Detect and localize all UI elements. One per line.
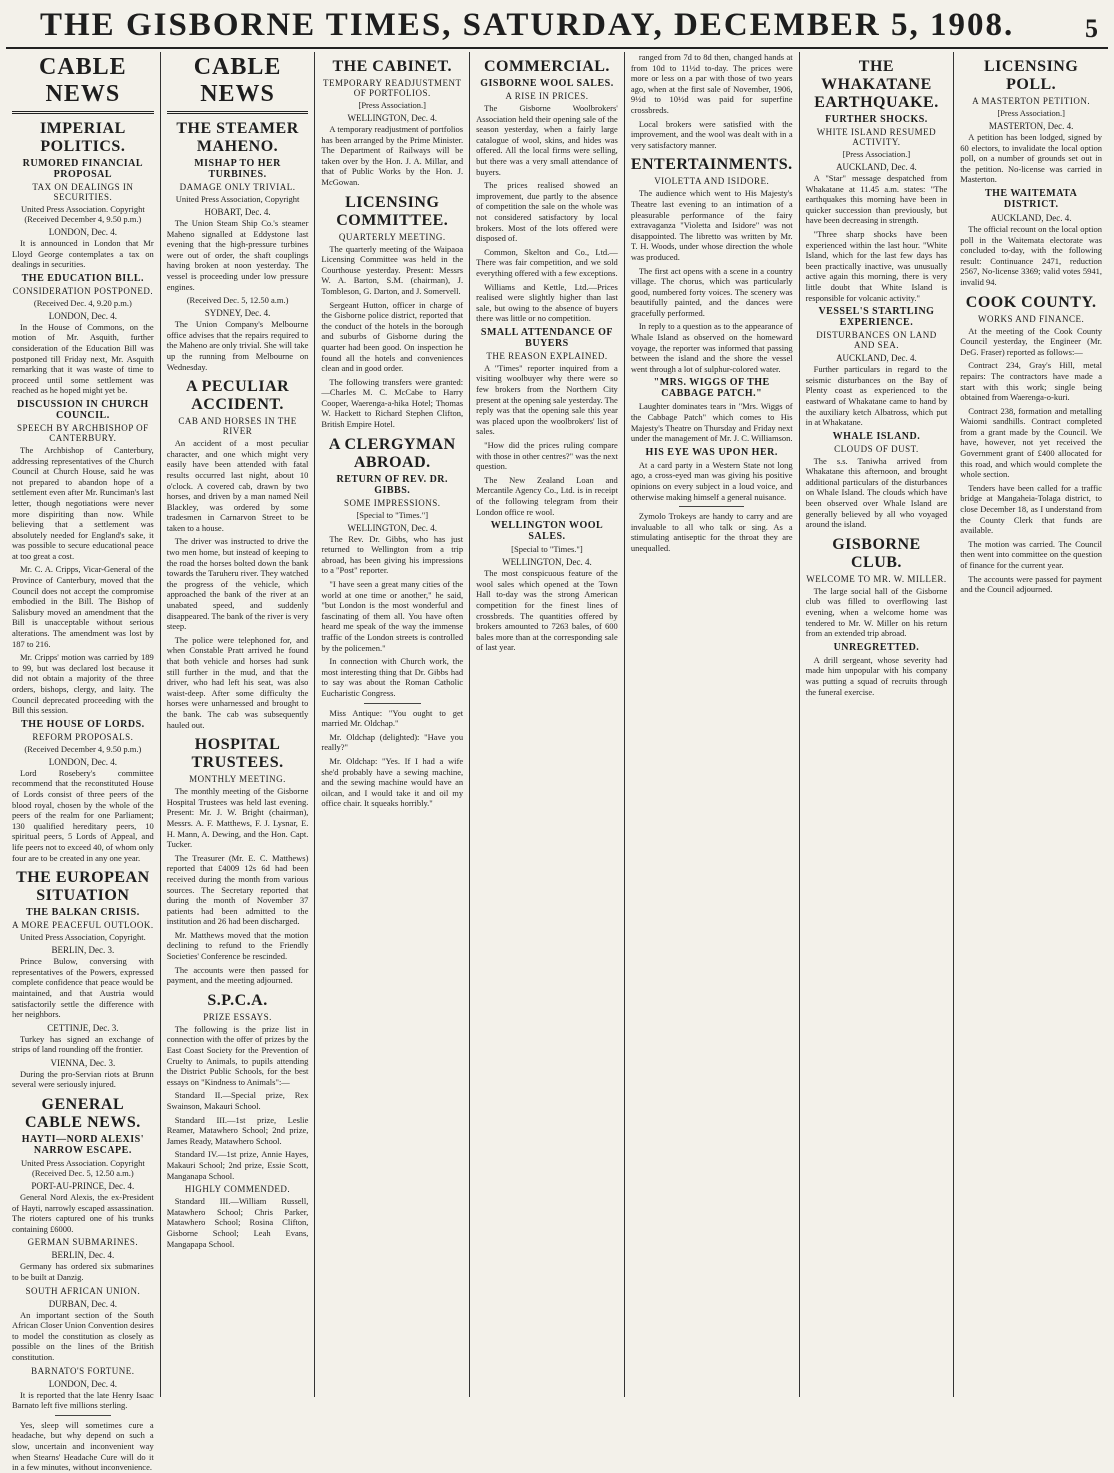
subheading: SOUTH AFRICAN UNION. [25, 1285, 141, 1296]
subheading: HAYTI—NORD ALEXIS' NARROW ESCAPE. [21, 1134, 144, 1157]
wire-credit: United Press Association, Copyright [175, 194, 300, 204]
paragraph: The first act opens with a scene in a country village. The chorus, which was particularly good, numbered forty voices. The scenery was beautifully painted, and the dances were gracefully performed. [630, 265, 793, 318]
paragraph: Prince Bulow, conversing with representatives of the Powers, expressed complete confidence that peace would be maintained, and that Austria would satisfactorily settle the difference with her neighbors. [12, 956, 154, 1020]
dateline: AUCKLAND, Dec. 4. [990, 212, 1072, 223]
paragraph: The following transfers were granted:—Charles M. C. McCabe to Harry Cooper, Waerenga-a-hika Hotel; Thomas W. Hackett to Richard Stephen Clifton, British Empire Hotel. [321, 376, 464, 430]
subheading: RETURN OF REV. DR. GIBBS. [336, 473, 449, 496]
subheading: DISTURBANCES ON LAND AND SEA. [816, 330, 937, 351]
paragraph: The Treasurer (Mr. E. C. Matthews) reported that £4009 12s 6d had been received during the month from various sources. The Secretary reported that during the month of November 37 patients had been admitted to the institution and 26 had been discharged. [166, 852, 309, 927]
paragraph: Tenders have been called for a traffic bridge at Mangaheia-Tolaga district, to close December 18, as I understand from the County Clerk that funds are available. [960, 482, 1102, 536]
columns [6, 52, 1108, 1473]
paragraph: The Union Steam Ship Co.'s steamer Maheno signalled at Eddystone last evening that the high-pressure turbines were out of order, the shaft couplings having broken at noon yesterday. The vessel is proceeding under low pressure engines. [166, 218, 309, 292]
paragraph: The driver was instructed to drive the two men home, but instead of keeping to the road the horses bolted down the bank towards the Taruheru river. They watched the progress of the vehicle, which approached the bank of the river at an unabated speed, and suddenly disappeared. The bank of the river is very steep. [166, 536, 309, 632]
paragraph: The official recount on the local option poll in the Waitemata electorate was concluded to-day, with the following result: Continuance 2471, reduction 2567, No-license 3369; valid votes 5941, invalid 94. [960, 223, 1102, 287]
subheading: WHALE ISLAND. [832, 430, 921, 442]
cable-news-banner: CABLE NEWS [12, 54, 154, 114]
paragraph: Mr. Cripps' motion was carried by 189 to 99, but was declared lost because it did not obtain a majority of the three orders, bishops, clergy, and laity. The Council deprecated proceeding with the Bill this session. [12, 652, 154, 716]
subheading: THE REASON EXPLAINED. [486, 350, 608, 361]
received-note: (Received Dec. 4, 9.20 p.m.) [33, 297, 132, 308]
subheading: TAX ON DEALINGS IN SECURITIES. [32, 182, 134, 202]
subheading: TEMPORARY READJUSTMENT OF PORTFOLIOS. [323, 78, 462, 98]
subheading: A RISE IN PRICES. [505, 91, 589, 101]
subheading: DAMAGE ONLY TRIVIAL. [179, 182, 296, 192]
divider [55, 1415, 112, 1416]
paragraph: Contract 238, formation and metalling Waiomi sandhills. Contract completed from a grant made by the Council. We have, however, not yet received the Government grant of £400 allocated for this road, and which would complete the whole section. [960, 405, 1102, 480]
wire-credit: [Special to "Times."] [356, 509, 429, 520]
advertisement-paragraph: Zymolo Trokeys are handy to carry and are invaluable to all who talk or sing. As a stimulating antiseptic for the throat they are unequalled. [630, 511, 793, 553]
paragraph: The accounts were then passed for payment, and the meeting adjourned. [166, 964, 309, 986]
column-4 [470, 52, 625, 1397]
divider [679, 506, 744, 507]
received-note: (Received December 4, 9.50 p.m.) [24, 743, 142, 754]
paragraph: At the meeting of the Cook County Council yesterday, the Engineer (Mr. DeG. Fraser) reported as follows:— [960, 325, 1102, 357]
headline: ENTERTAINMENTS. [630, 156, 793, 174]
paragraph: The accounts were passed for payment and the Council adjourned. [960, 573, 1102, 595]
subheading: A MORE PEACEFUL OUTLOOK. [12, 920, 154, 931]
paragraph: The quarterly meeting of the Waipaoa Licensing Committee was held in the Courthouse yesterday. Present: Messrs W. A. Barton, S.M. (chairman), J. Tombleson, G. Darton, and J. Somervell. [321, 243, 464, 296]
paragraph: The following is the prize list in connection with the offer of prizes by the East Coast Society for the Prevention of Cruelty to Animals, to pupils attending the District Public Schools, for the best essays on "Kindness to Animals":— [166, 1023, 309, 1087]
paragraph: Local brokers were satisfied with the improvement, and the wool was dealt with in a very satisfactory manner. [630, 118, 793, 150]
paragraph: "I have seen a great many cities of the world at one time or another," he said, "but London is the most wonderful and fascinating of them all. You have often heard me speak of the way the immense traffic of the London streets is controlled by the policemen." [321, 579, 464, 653]
wire-credit: United Press Association. Copyright (Received Dec. 5, 12.50 a.m.) [20, 1158, 145, 1179]
dateline: LONDON, Dec. 4. [48, 310, 117, 321]
headline: IMPERIAL POLITICS. [39, 120, 126, 155]
headline: THE EUROPEAN SITUATION [16, 869, 150, 905]
paragraph: Mr. Oldchap (delighted): "Have you really?" [321, 731, 464, 753]
dateline: PORT-AU-PRINCE, Dec. 4. [31, 1181, 135, 1192]
headline: COOK COUNTY. [965, 293, 1097, 311]
paragraph: A drill sergeant, whose severity had made him unpopular with his company was putting a squad of recruits through the funeral exercise. [805, 654, 948, 697]
dateline: WELLINGTON, Dec. 4. [347, 113, 438, 123]
paragraph: Standard II.—Special prize, Rex Swainson, Makauri School. [166, 1090, 309, 1111]
dateline: MASTERTON, Dec. 4. [988, 121, 1074, 131]
paragraph: In connection with Church work, the most interesting thing that Dr. Gibbs had to say was about the Roman Catholic Eucharistic Congress. [321, 656, 464, 698]
subheading: CLOUDS OF DUST. [834, 443, 919, 454]
subheading: SPEECH BY ARCHBISHOP OF CANTERBURY. [17, 422, 149, 443]
paragraph: It is announced in London that Mr Lloyd George contemplates a tax on dealings in securities. [12, 238, 154, 270]
dateline: VIENNA, Dec. 3. [50, 1057, 116, 1068]
paragraph: Lord Rosebery's committee recommend that the reconstituted House of Lords consist of three peers of the blood royal, chosen by the whole of the peers of the realm for one Parliament; 130 qualified hereditary peers, 10 spiritual peers, 5 Lords of Appeal, and life peers not to exceed 40, of whom only four are to be created in any one year. [12, 767, 154, 863]
subheading: SMALL ATTENDANCE OF BUYERS [480, 326, 614, 349]
paragraph: The Rev. Dr. Gibbs, who has just returned to Wellington from a trip abroad, has been giving his impressions to a "Post" reporter. [321, 533, 464, 576]
paragraph: Standard IV.—1st prize, Annie Hayes, Makauri School; 2nd prize, Essie Scott, Manganapa School. [166, 1149, 309, 1181]
subheading: VIOLETTA AND ISIDORE. [654, 176, 770, 187]
paragraph: During the pro-Servian riots at Brunn several were seriously injured. [12, 1068, 154, 1090]
column-6 [800, 52, 955, 1397]
paragraph: Miss Antique: "You ought to get married Mr. Oldchap." [321, 707, 464, 729]
dateline: BERLIN, Dec. 3. [51, 945, 115, 956]
headline: LICENSING POLL. [983, 58, 1079, 93]
dateline: CETTINJE, Dec. 3. [47, 1022, 119, 1033]
subheading: CONSIDERATION POSTPONED. [12, 285, 154, 296]
paragraph: A petition has been lodged, signed by 60 electors, to invalidate the local option poll, on a number of grounds set out in the petition. No-license was carried in Masterton. [960, 132, 1102, 185]
subheading: HIGHLY COMMENDED. [184, 1184, 291, 1195]
paragraph: Common, Skelton and Co., Ltd.—There was fair competition, and we sold everything offered with a few exceptions. [476, 246, 618, 278]
paragraph: Standard III.—1st prize, Leslie Reamer, Matawhero School; 2nd prize, James Ready, Matawhero School. [166, 1114, 309, 1146]
page-number: 5 [1085, 14, 1098, 43]
paragraph: ranged from 7d to 8d then, changed hands at from 10d to 11½d to-day. The prices were more or less on a par with those of two years ago, when at the first sale of November, 1906, 9½d to 10½d was paid for superfine crossbreds. [630, 52, 793, 115]
received-note: (Received Dec. 5, 12.50 a.m.) [186, 295, 289, 306]
dateline: LONDON, Dec. 4. [48, 1378, 117, 1389]
paragraph: The New Zealand Loan and Mercantile Agency Co., Ltd. is in receipt of the following telegram from their London office re wool. [476, 474, 618, 517]
headline: COMMERCIAL. [483, 58, 610, 75]
paragraph: The prices realised showed an improvement, due partly to the absence of competition the sale on the whole was not considered satisfactory by local brokers. Most of the lots offered were disposed of. [476, 180, 618, 244]
dateline: AUCKLAND, Dec. 4. [836, 162, 917, 172]
subheading: GERMAN SUBMARINES. [27, 1237, 139, 1248]
headline: A PECULIAR ACCIDENT. [185, 378, 290, 414]
wire-credit: United Press Association, Copyright. [19, 932, 146, 943]
masthead-title: THE GISBORNE TIMES, SATURDAY, DECEMBER 5, 1908. [40, 7, 1015, 43]
headline: THE CABINET. [332, 58, 453, 75]
subheading: THE HOUSE OF LORDS. [21, 718, 145, 730]
dateline: BERLIN, Dec. 4. [51, 1250, 115, 1261]
paragraph: Turkey has signed an exchange of strips of land rounding off the frontier. [12, 1033, 154, 1055]
headline: A CLERGYMAN ABROAD. [328, 435, 456, 471]
paragraph: The s.s. Taniwha arrived from Whakatane this afternoon, and brought additional particulars of the disturbances on Whale Island. The clouds which have been observed over Whale Island are generally believed by all who voyaged around the island. [805, 455, 948, 530]
wire-credit: [Press Association.] [842, 149, 911, 159]
headline: GISBORNE CLUB. [832, 535, 921, 571]
subheading: REFORM PROPOSALS. [32, 731, 134, 742]
paragraph: Germany has ordered six submarines to be built at Danzig. [12, 1261, 154, 1283]
dateline: LONDON, Dec. 4. [48, 756, 117, 767]
subheading: BARNATO'S FORTUNE. [31, 1365, 135, 1376]
wire-credit: United Press Association. Copyright (Received December 4, 9.50 p.m.) [20, 204, 145, 224]
subheading: HIS EYE WAS UPON HER. [645, 446, 778, 458]
column-2 [161, 52, 316, 1397]
paragraph: General Nord Alexis, the ex-President of Hayti, narrowly escaped assassination. The rioters captured one of his trunks containing £6000. [12, 1192, 154, 1234]
paragraph: An accident of a most peculiar character, and one which might very easily have been attended with fatal results occurred last night, about 10 o'clock. A covered cab, drawn by two horses, and driven by a man named Neil Blackley, was ordered by some tradesmen in Carnarvon Street to be taken to a house. [166, 438, 309, 533]
subheading: WORKS AND FINANCE. [978, 313, 1085, 324]
headline: GENERAL CABLE NEWS. [24, 1096, 141, 1132]
headline: S.P.C.A. [207, 991, 268, 1009]
masthead [6, 0, 1108, 49]
dateline: SYDNEY, Dec. 4. [204, 308, 271, 319]
paragraph: Mr. Matthews moved that the motion declining to refund to the Friendly Societies' Conference be rescinded. [166, 929, 309, 962]
cable-news-banner: CABLE NEWS [167, 54, 309, 114]
headline: THE WHAKATANE EARTHQUAKE. [814, 58, 939, 111]
paragraph: Contract 234, Gray's Hill, metal repairs: The contractors have made a start with this work; single being obtained from Waerenga-o-kuri. [960, 360, 1102, 403]
paragraph: "How did the prices ruling compare with those in other centres?" was the next question. [476, 440, 618, 472]
subheading: PRIZE ESSAYS. [203, 1011, 272, 1022]
subheading: THE EDUCATION BILL. [21, 272, 145, 284]
headline: LICENSING COMMITTEE. [336, 193, 449, 229]
headline: HOSPITAL TRUSTEES. [191, 736, 284, 772]
paragraph: In the House of Commons, on the motion of Mr. Asquith, further consideration of the Education Bill was postponed till Friday next, Mr. Asquith remarking that it was waste of time to proceed until some settlement was reached as he hoped might yet be. [12, 321, 154, 396]
paragraph: Standard III.—William Russell, Matawhero School; Chris Parker, Matawhero School; Rosina Clifton, Gisborne School; Leah Evans, Mangapapa School. [166, 1196, 309, 1249]
paragraph: "Three sharp shocks have been experienced within the last hour. "White Island, which for the last few days has been practically inactive, was unusually active again this morning, there is very little doubt that White Island is responsible for volcanic activity." [805, 228, 948, 303]
subheading: QUARTERLY MEETING. [338, 231, 446, 242]
paragraph: The large social hall of the Gisborne club was filled to overflowing last evening, when a welcome home was tendered to Mr. W. Miller on his return from an extended trip abroad. [805, 585, 948, 639]
subheading: MISHAP TO HER TURBINES. [194, 158, 281, 180]
subheading: GISBORNE WOOL SALES. [480, 78, 614, 89]
subheading: CAB AND HORSES IN THE RIVER [178, 416, 297, 437]
paragraph: The Archbishop of Canterbury, addressing representatives of the Church Council at Church House, said he was not prepared to abandon hope of a settlement even after Mr. Runciman's last letter, though negotiations were never more dispiriting than now. While believing that a settlement was absolutely needed for England's sake, it was possible to secure educational peace at too great a cost. [12, 444, 154, 561]
column-7 [954, 52, 1108, 1397]
paragraph: An important section of the South African Closer Union Convention desires to model the constitution as closely as possible on the lines of the British constitution. [12, 1309, 154, 1362]
dateline: AUCKLAND, Dec. 4. [836, 353, 917, 364]
paragraph: It is reported that the late Henry Isaac Barnato left five millions sterling. [12, 1389, 154, 1411]
subheading: VESSEL'S STARTLING EXPERIENCE. [818, 306, 935, 329]
paragraph: At a card party in a Western State not long ago, a cross-eyed man was giving his positive opinions on every subject in a loud voice, and otherwise making himself a general nuisance. [630, 459, 793, 502]
subheading: RUMORED FINANCIAL PROPOSAL [22, 158, 144, 180]
paragraph: The Union Company's Melbourne office advises that the repairs required to the Maheno are only trivial. She will take up the running from Melbourne on Wednesday. [166, 319, 309, 372]
paragraph: Mr. Oldchap: "Yes. If I had a wife she'd probably have a sewing machine, and the sewing machine would have an oilcan, and I would take it and oil my office chair. It squeaks horribly." [321, 755, 464, 809]
paragraph: Williams and Kettle, Ltd.—Prices realised were slightly higher than last sale, but owing to the absence of buyers there was little or no competition. [476, 281, 618, 324]
divider [364, 703, 421, 704]
paragraph: The most conspicuous feature of the wool sales which opened at the Town Hall to-day was the strong American competition for the finest lines of crossbreds. The quantities offered by brokers amounted to 7263 bales, of 600 bales more than at the corresponding sale of last year. [476, 568, 618, 653]
wire-credit: [Press Association.] [997, 108, 1065, 118]
paragraph: Further particulars in regard to the seismic disturbances on the Bay of Plenty coast as experienced to the eastward of Whakatane came to hand by the auxiliary ketch Albatross, which put in at Whakatane. [805, 364, 948, 428]
subheading: MONTHLY MEETING. [189, 774, 286, 785]
subheading: FURTHER SHOCKS. [825, 114, 928, 125]
paragraph: A "Star" message despatched from Whakatane at 11.45 a.m. states: "The earthquakes this morning have been in quicker succession than previously, but have been decreasing in strength. [805, 173, 948, 226]
paragraph: The monthly meeting of the Gisborne Hospital Trustees was held last evening. Present: Mr. J. W. Bright (chairman), Messrs. A. F. Matthews, F. J. Lysnar, E. H. Mann, A. Dewing, and the Hon. Capt. Tucker. [166, 786, 309, 850]
headline: THE STEAMER MAHENO. [176, 120, 299, 155]
paragraph: The police were telephoned for, and when Constable Pratt arrived he found that both vehicle and horses had sunk still further in the mud, and that the driver, who had left his seat, was also waist-deep. After some difficulty the horses were unharnessed and brought to the bank. The cab was subsequently hauled out. [166, 634, 309, 730]
subheading: THE WAITEMATA DISTRICT. [984, 187, 1078, 210]
dateline: LONDON, Dec. 4. [48, 227, 117, 237]
subheading: "MRS. WIGGS OF THE CABBAGE PATCH." [653, 377, 770, 400]
dateline: DURBAN, Dec. 4. [48, 1298, 117, 1309]
wire-credit: [Special to "Times."] [511, 544, 583, 555]
advertisement-paragraph: Yes, sleep will sometimes cure a headache, but why depend on such a slow, uncertain and inconvenient way when Stearns' Headache Cure will do it in a few minutes, without inconvenience. [12, 1419, 154, 1473]
paragraph: Mr. C. A. Cripps, Vicar-General of the Province of Canterbury, moved that the Council does not accept the compromise embodied in the Bill. The Bishop of Salisbury moved an amendment that the Bill is unacceptable without serious alterations. The amendment was lost by 187 to 216. [12, 564, 154, 649]
wire-credit: [Press Association.] [358, 100, 427, 110]
column-1 [6, 52, 161, 1473]
subheading: UNREGRETTED. [833, 641, 920, 653]
paragraph: The Gisborne Woolbrokers' Association held their opening sale of the season yesterday, when a fairly large catalogue of wool, skins, and hides was offered. All the local firms were selling, but there was a very small attendance of buyers. [476, 103, 618, 177]
paragraph: Sergeant Hutton, officer in charge of the Gisborne police district, reported that the conduct of the hotels in the borough and suburbs of Gisborne during the quarter had been good. On inspection he found all the hotels and conveniences clean and in good order. [321, 299, 464, 374]
column-5 [625, 52, 800, 1397]
subheading: WELLINGTON WOOL SALES. [490, 520, 604, 543]
subheading: SOME IMPRESSIONS. [343, 497, 441, 508]
paragraph: Laughter dominates tears in "Mrs. Wiggs of the Cabbage Patch" which comes to His Majesty's Theatre on Thursday and Friday next under the management of Mr. J. C. Williamson. [630, 401, 793, 444]
dateline: HOBART, Dec. 4. [204, 207, 271, 217]
paragraph: The motion was carried. The Council then went into committee on the question of finance for the current year. [960, 538, 1102, 570]
subheading: WHITE ISLAND RESUMED ACTIVITY. [816, 127, 937, 147]
subheading: A MASTERTON PETITION. [972, 96, 1091, 106]
dateline: WELLINGTON, Dec. 4. [502, 557, 592, 568]
column-3 [315, 52, 470, 1397]
paragraph: A temporary readjustment of portfolios has been arranged by the Prime Minister. The Department of Railways will be taken over by the Hon. J. A. Millar, and that of Public Works by the Hon. J. McGowan. [321, 124, 464, 187]
subheading: DISCUSSION IN CHURCH COUNCIL. [17, 398, 149, 421]
subheading: THE BALKAN CRISIS. [25, 907, 140, 919]
dateline: WELLINGTON, Dec. 4. [347, 522, 438, 533]
subheading: WELCOME TO MR. W. MILLER. [806, 573, 947, 584]
paragraph: In reply to a question as to the appearance of Whale Island as observed on the homeward voyage, the reporter was informed that passing between the island and the shore the vessel went through a lot of sulphur-colored water. [630, 321, 793, 374]
paragraph: A "Times" reporter inquired from a visiting woolbuyer why there were so few brokers from the Northern City present at the opening sale yesterday. The reply was that the opening sale this year was placed upon the woolbrokers' list of sales. [476, 362, 618, 437]
paragraph: The audience which went to His Majesty's Theatre last evening to an intimation of a pleasurable performance of the fairy extravaganza "Violetta and Isidore" was not disappointed. The libretto was written by Mr. T. H. Woods, under whose direction the whole was produced. [630, 188, 793, 262]
